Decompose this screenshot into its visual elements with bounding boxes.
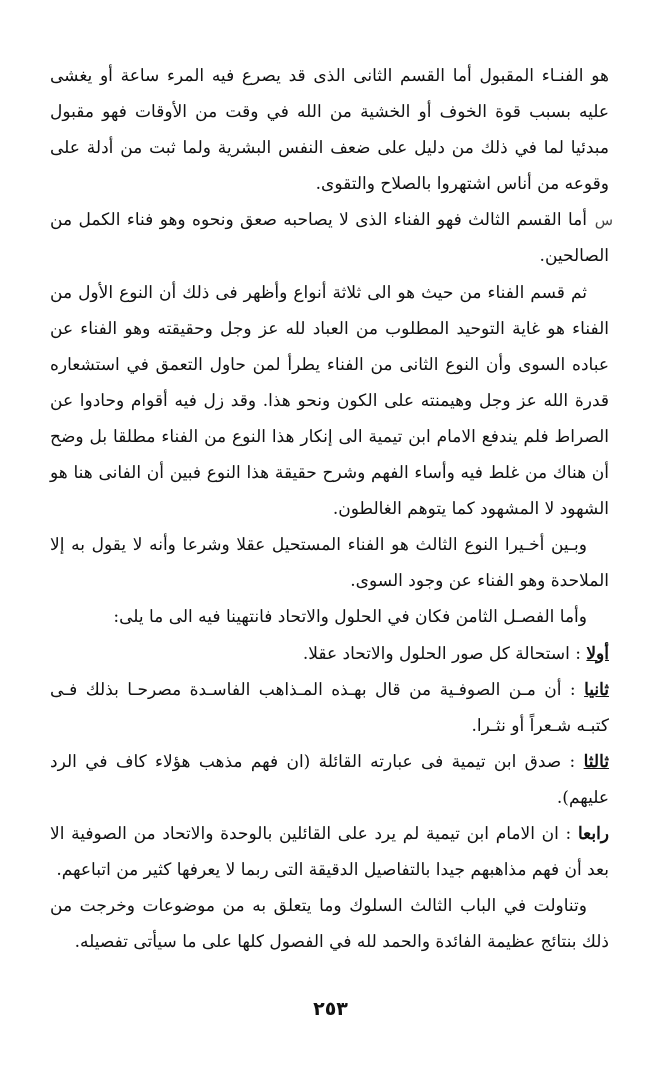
paragraph-third-section-text: أما القسم الثالث فهو الفناء الذى لا يصاحبه صعق ونحوه وهو فناء الكمل من الصالحين. xyxy=(50,210,609,267)
point-third-sep: : xyxy=(569,751,576,772)
body-text xyxy=(50,58,613,960)
point-first-label: أولا xyxy=(586,643,609,664)
point-second-sep: : xyxy=(569,679,576,700)
point-third-text: صدق ابن تيمية فى عبارته القائلة (ان فهم مذهب هؤلاء كاف في الرد عليهم). xyxy=(50,751,609,808)
paragraph-third-section xyxy=(50,202,613,274)
paragraph-types-of-fana: ثم قسم الفناء من حيث هو الى ثلاثة أنواع وأظهر فى ذلك أن النوع الأول من الفناء هو غاية التوحيد المطلوب من العباد لله عز وجل وحقيقته وهو الفناء عن عباده السوى وأن النوع الثانى من الفناء يطرأ لمن حاول التعمق في استشعاره قدرة الله عز وجل وهيمنته على الكون ونحو هذا. وقد زل فيه أقوام وحادوا عن الصراط فلم يندفع الامام ابن تيمية الى إنكار هذا النوع من الفناء مطلقا بل وضح أن هناك من غلط فيه وأساء الفهم وشرح حقيقة هذا النوع فبين أن الفانى هنا هو الشهود لا المشهود كما يتوهم الغالطون. xyxy=(50,282,610,520)
point-fourth-sep: : xyxy=(565,823,572,844)
page-number: ٢٥٣ xyxy=(313,998,348,1020)
point-second-label: ثانيا xyxy=(584,679,610,700)
point-third-label: ثالثا xyxy=(583,751,610,772)
paragraph-closing: وتناولت في الباب الثالث السلوك وما يتعلق به من موضوعات وخرجت من ذلك بنتائج عظيمة الفائدة والحمد لله في الفصول كلها على ما سيأتى تفصيله. xyxy=(50,896,609,953)
paragraph-third-type: وبـين أخـيرا النوع الثالث هو الفناء المستحيل عقلا وشرعا وأنه لا يقول به إلا الملاحدة وهو الفناء عن وجود السوى. xyxy=(50,535,609,592)
point-fourth-label: رابعا xyxy=(577,823,610,844)
point-first xyxy=(50,636,609,672)
point-first-text: استحالة كل صور الحلول والاتحاد عقلا. xyxy=(302,643,570,664)
point-second xyxy=(50,672,609,744)
point-second-text: أن مـن الصوفـية من قال بهـذه المـذاهب الفاسـدة مصرحـا بذلك فـى كتبـه شـعراً أو نثـرا. xyxy=(50,679,609,736)
point-fourth-text: ان الامام ابن تيمية لم يرد على القائلين بالوحدة والاتحاد من الصوفية الا بعد أن فهم مذاهبهم جيدا بالتفاصيل الدقيقة التى ربما لا يعرفها كثير من اتباعهم. xyxy=(50,823,609,881)
point-fourth xyxy=(50,816,609,888)
point-third xyxy=(50,744,609,816)
paragraph-chapter-eight: وأما الفصـل الثامن فكان في الحلول والاتحاد فانتهينا فيه الى ما يلى: xyxy=(113,607,587,628)
margin-mark: س xyxy=(594,211,613,230)
point-first-sep: : xyxy=(575,643,581,664)
paragraph-first: هو الفنـاء المقبول أما القسم الثانى الذى قد يصرع فيه المرء ساعة أو يغشى عليه بسبب قوة الخوف أو الخشية من الله في وقت من الأوقات فهو مقبول مبدئيا لما في ذلك من دليل على ضعف النفس البشرية ولما ثبت من أدلة على وقوعه من أناس اشتهروا بالصلاح والتقوى. xyxy=(50,66,609,195)
